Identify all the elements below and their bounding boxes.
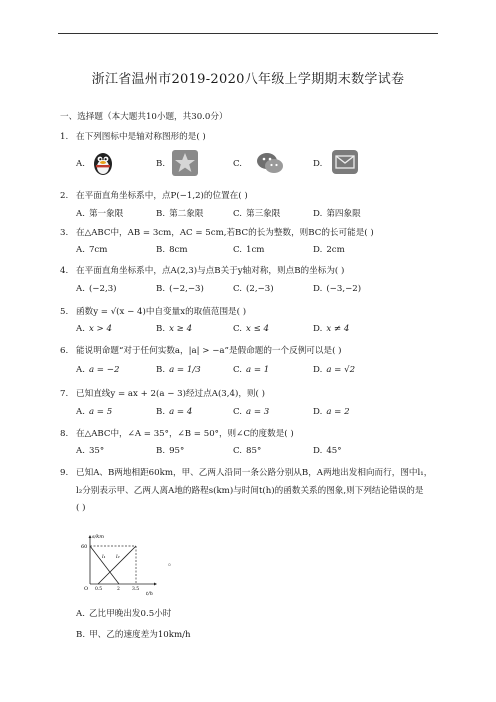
option-text: (−3,−2) [326,284,362,294]
penguin-icon [92,150,114,176]
x-tick-2: 2 [117,587,120,592]
option-label: A. [76,609,85,619]
question-number: 6. [60,346,69,356]
question-7 [60,387,265,399]
l2-label: l₂ [116,554,120,560]
option-label: B. [156,284,166,294]
question-9-option-a [76,607,171,619]
option-label: B. [156,446,166,456]
option-label: A. [76,324,85,334]
option-text: (−2,3) [88,284,117,294]
option-label: D. [313,245,323,255]
header-rule [58,33,438,34]
question-number: 9. [60,468,69,478]
option-text: a = 3 [246,407,270,417]
page-title: 浙江省温州市2019-2020八年级上学期期末数学试卷 [91,72,405,87]
option-label: C. [233,446,243,456]
option-text: (2,−3) [246,284,274,294]
question-text: 在△ABC中，AB = 3cm，AC = 5cm,若BC的长为整数，则BC的长可能是( ) [76,228,374,238]
option-label: D. [313,407,323,417]
option-label: D. [313,284,323,294]
option-label: B. [156,324,166,334]
question-text: 在平面直角坐标系中，点P(−1,2)的位置在( ) [76,191,248,201]
option-label: D. [313,324,323,334]
question-number: 5. [60,307,69,317]
option-label: C. [233,284,243,294]
option-label: B. [156,407,166,417]
question-text: 函数y = √(x − 4)中自变量x的取值范围是( ) [76,307,247,317]
option-text: 乙比甲晚出发0.5小时 [88,609,172,619]
option-label: A. [76,284,85,294]
option-label: B. [156,209,166,219]
question-9-line-3: ( ) [76,503,86,513]
option-label: C. [233,407,243,417]
option-label: A. [76,365,85,375]
question-9 [60,466,432,478]
option-text: (−2,−3) [169,284,204,294]
option-text: 35° [88,446,105,456]
x-axis-arrow [154,583,157,586]
option-text: 85° [246,446,262,456]
option-a-label: A. [76,159,85,169]
question-number: 2. [60,191,69,201]
question-9-option-b [76,628,191,640]
option-label: A. [76,407,85,417]
option-label: A. [76,209,85,219]
option-text: a = 1/3 [169,365,201,375]
option-text: 8cm [169,245,188,255]
chat-bubbles-icon [256,150,284,176]
option-text: x ≠ 4 [326,324,350,334]
option-label: D. [313,446,323,456]
question-4 [60,264,344,276]
option-text: x ≥ 4 [169,324,193,334]
x-tick-0.5: 0.5 [95,587,103,592]
option-label: B. [76,630,86,640]
option-label: D. [313,209,323,219]
question-2 [60,189,248,201]
question-number: 1. [60,132,69,142]
option-text: x > 4 [88,324,112,334]
l1-label: l₁ [102,554,106,560]
question-number: 7. [60,389,69,399]
option-text: 第二象限 [169,209,204,219]
question-text: 已知A、B两地相距60km，甲、乙两人沿同一条公路分别从B，A两地出发相向而行，图中l₁， [76,468,433,478]
option-text: a = −2 [88,365,120,375]
question-number: 8. [60,429,69,439]
option-text: 第四象限 [326,209,361,219]
question-1 [60,130,206,142]
option-label: B. [156,245,166,255]
option-label: C. [233,245,243,255]
option-d-label: D. [313,159,323,169]
option-text: a = 4 [169,407,193,417]
question-number: 4. [60,266,69,276]
x-axis-label: t/h [146,591,153,596]
origin-label: O [84,586,89,592]
line-l1 [90,546,119,584]
option-label: D. [313,365,323,375]
question-text: 已知直线y = ax + 2(a − 3)经过点A(3,4)，则( ) [76,389,265,399]
option-text: 45° [326,446,342,456]
option-text: 第三象限 [246,209,281,219]
option-label: B. [156,365,166,375]
option-text: 2cm [326,245,345,255]
question-number: 3. [60,228,69,238]
option-text: 95° [169,446,185,456]
option-text: 7cm [88,245,108,255]
question-9-line-2: l₂分别表示甲、乙两人离A地的路程s(km)与时间t(h)的函数关系的图象,则下列结论错误的是 [76,486,424,496]
option-label: A. [76,446,85,456]
question-1-options [76,150,396,178]
distance-time-graph [80,532,160,596]
option-text: 第一象限 [88,209,124,219]
section-heading: 一、选择题（本大题共10小题，共30.0分） [60,112,228,122]
option-text: a = √2 [326,365,356,375]
option-text: x ≤ 4 [246,324,269,334]
question-8 [60,427,294,439]
option-label: A. [76,245,85,255]
graph-trailing-mark: 。 [168,558,176,567]
option-label: C. [233,324,243,334]
option-c-label: C. [233,159,243,169]
option-text: a = 1 [246,365,270,375]
option-text: a = 2 [326,407,350,417]
line-l2 [98,546,136,584]
option-text: a = 5 [88,407,113,417]
y-axis-label: s/km [92,534,105,540]
question-text: 在平面直角坐标系中，点A(2,3)与点B关于y轴对称，则点B的坐标为( ) [76,266,345,276]
question-5 [60,305,246,317]
question-text: 在下列图标中是轴对称图形的是( ) [76,132,206,142]
option-text: 1cm [246,245,265,255]
option-text: 甲、乙的速度差为10km/h [89,630,191,640]
star-icon [172,150,198,176]
mail-icon [332,150,358,174]
option-label: C. [233,209,243,219]
option-label: C. [233,365,243,375]
y-tick-60: 60 [81,544,88,550]
question-text: 在△ABC中，∠A = 35°，∠B = 50°，则∠C的度数是( ) [76,429,294,439]
x-tick-3.5: 3.5 [132,587,140,592]
question-3 [60,226,374,238]
question-text: 能说明命题“对于任何实数a，|a| > −a”是假命题的一个反例可以是( ) [76,346,342,356]
question-6 [60,344,342,356]
option-b-label: B. [156,159,166,169]
